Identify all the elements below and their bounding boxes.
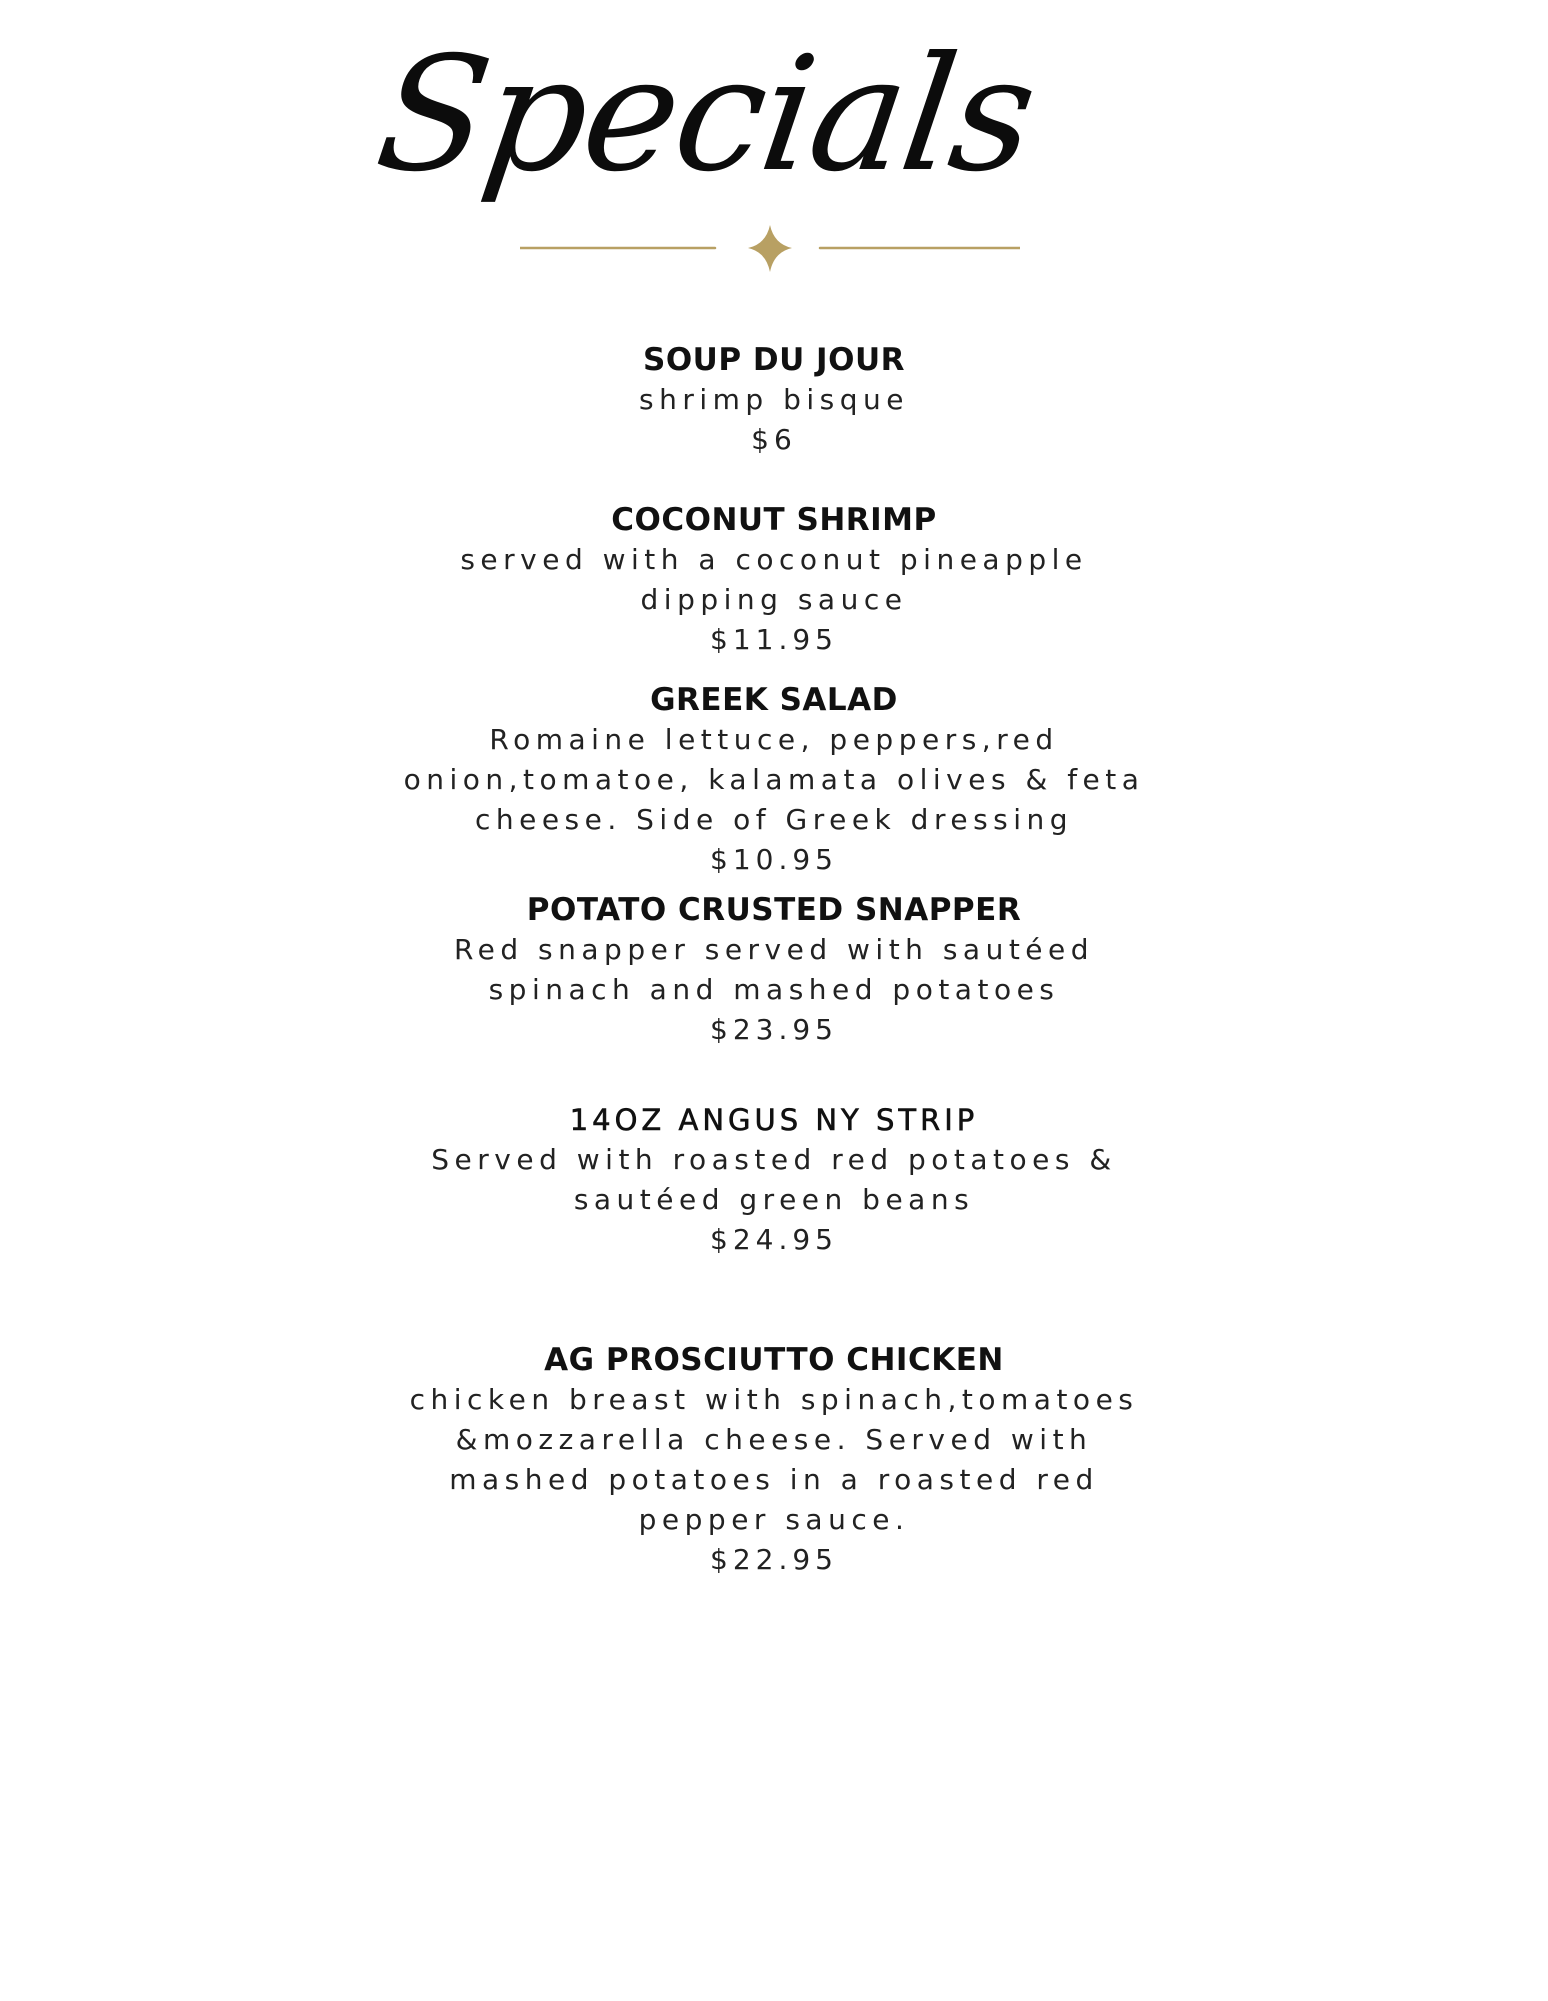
page-title: Specials xyxy=(367,23,1045,207)
item-price: $6 xyxy=(751,423,797,456)
menu-item xyxy=(0,340,1548,460)
item-description: served with a coconut pineapple dipping sauce xyxy=(460,543,1088,616)
item-price: $10.95 xyxy=(710,843,838,876)
item-description: shrimp bisque xyxy=(639,383,909,416)
item-name: AG PROSCIUTTO CHICKEN xyxy=(544,1342,1004,1378)
item-price: $22.95 xyxy=(710,1543,838,1576)
item-description: Served with roasted red potatoes & sautéed green beans xyxy=(431,1143,1117,1216)
menu-item xyxy=(0,1100,1548,1260)
item-name: SOUP DU JOUR xyxy=(643,342,905,378)
item-name: GREEK SALAD xyxy=(650,682,898,718)
item-description: Romaine lettuce, peppers,red onion,tomatoe, kalamata olives & feta cheese. Side of Greek dressing xyxy=(403,723,1145,836)
menu-item xyxy=(0,1340,1548,1580)
item-name: COCONUT SHRIMP xyxy=(611,502,937,538)
menu-item xyxy=(0,680,1548,880)
item-description: Red snapper served with sautéed spinach and mashed potatoes xyxy=(453,933,1095,1006)
item-price: $23.95 xyxy=(710,1013,838,1046)
item-price: $24.95 xyxy=(710,1223,838,1256)
four-point-star-icon xyxy=(748,225,792,272)
menu-item xyxy=(0,890,1548,1050)
item-name: 14OZ ANGUS NY STRIP xyxy=(569,1103,979,1137)
item-description: chicken breast with spinach,tomatoes &mozzarella cheese. Served with mashed potatoes in a roasted red pepper sauce. xyxy=(409,1383,1139,1536)
item-name: POTATO CRUSTED SNAPPER xyxy=(526,892,1022,928)
item-price: $11.95 xyxy=(710,623,838,656)
title-divider xyxy=(520,220,1020,280)
menu-item xyxy=(0,500,1548,660)
